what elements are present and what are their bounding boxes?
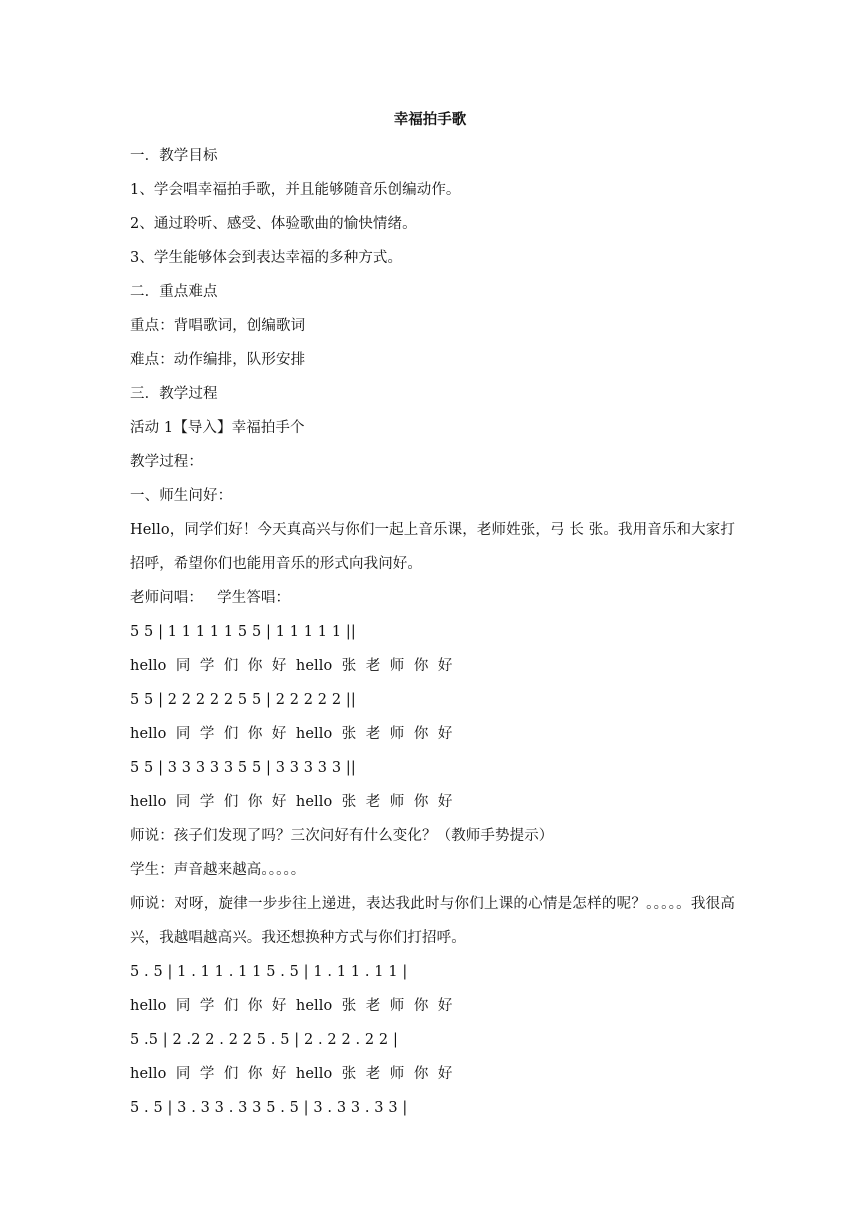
lyrics-line: hello 同 学 们 你 好 hello 张 老 师 你 好 — [130, 1066, 453, 1082]
notation-line: 5 5 | 3 3 3 3 3 5 5 | 3 3 3 3 3 || — [130, 760, 356, 776]
goal-item-1: 1、学会唱幸福拍手歌，并且能够随音乐创编动作。 — [130, 182, 461, 198]
lyrics-line: hello 同 学 们 你 好 hello 张 老 师 你 好 — [130, 998, 453, 1014]
document-title: 幸福拍手歌 — [393, 112, 467, 128]
notation-line: 5 .5 | 2 .2 2 . 2 2 5 . 5 | 2 . 2 2 . 2 2 | — [130, 1032, 398, 1048]
student-answer: 学生：声音越来越高。。。。。 — [130, 862, 306, 878]
heading-teaching-goals: 一．教学目标 — [130, 148, 218, 164]
heading-teaching-process: 三．教学过程 — [130, 386, 218, 402]
greeting-heading: 一、师生问好： — [130, 488, 233, 504]
lyrics-line: hello 同 学 们 你 好 hello 张 老 师 你 好 — [130, 658, 453, 674]
lyrics-line: hello 同 学 们 你 好 hello 张 老 师 你 好 — [130, 726, 453, 742]
key-point: 重点：背唱歌词，创编歌词 — [130, 318, 306, 334]
notation-line: 5 5 | 1 1 1 1 1 5 5 | 1 1 1 1 1 || — [130, 624, 356, 640]
goal-item-3: 3、学生能够体会到表达幸福的多种方式。 — [130, 250, 403, 266]
notation-line: 5 . 5 | 3 . 3 3 . 3 3 5 . 5 | 3 . 3 3 . 3 3 | — [130, 1100, 408, 1116]
document-body — [130, 145, 735, 1131]
teacher-intro-paragraph: Hello，同学们好！今天真高兴与你们一起上音乐课，老师姓张，弓 长 张。我用音乐和大家打招呼，希望你们也能用音乐的形式向我问好。 — [130, 522, 735, 572]
call-response-label: 老师问唱： 学生答唱： — [130, 590, 291, 606]
notation-line: 5 5 | 2 2 2 2 2 5 5 | 2 2 2 2 2 || — [130, 692, 356, 708]
heading-key-points: 二．重点难点 — [130, 284, 218, 300]
difficult-point: 难点：动作编排，队形安排 — [130, 352, 306, 368]
notation-line: 5 . 5 | 1 . 1 1 . 1 1 5 . 5 | 1 . 1 1 . 1 1 | — [130, 964, 408, 980]
process-label: 教学过程： — [130, 454, 203, 470]
teacher-question: 师说：孩子们发现了吗？三次问好有什么变化？（教师手势提示） — [130, 828, 554, 844]
lyrics-line: hello 同 学 们 你 好 hello 张 老 师 你 好 — [130, 794, 453, 810]
teacher-explanation-paragraph: 师说：对呀，旋律一步步往上递进，表达我此时与你们上课的心情是怎样的呢？。。。。。我很高兴，我越唱越高兴。我还想换种方式与你们打招呼。 — [130, 896, 735, 946]
goal-item-2: 2、通过聆听、感受、体验歌曲的愉快情绪。 — [130, 216, 417, 232]
activity-1-title: 活动 1【导入】幸福拍手个 — [130, 420, 305, 436]
